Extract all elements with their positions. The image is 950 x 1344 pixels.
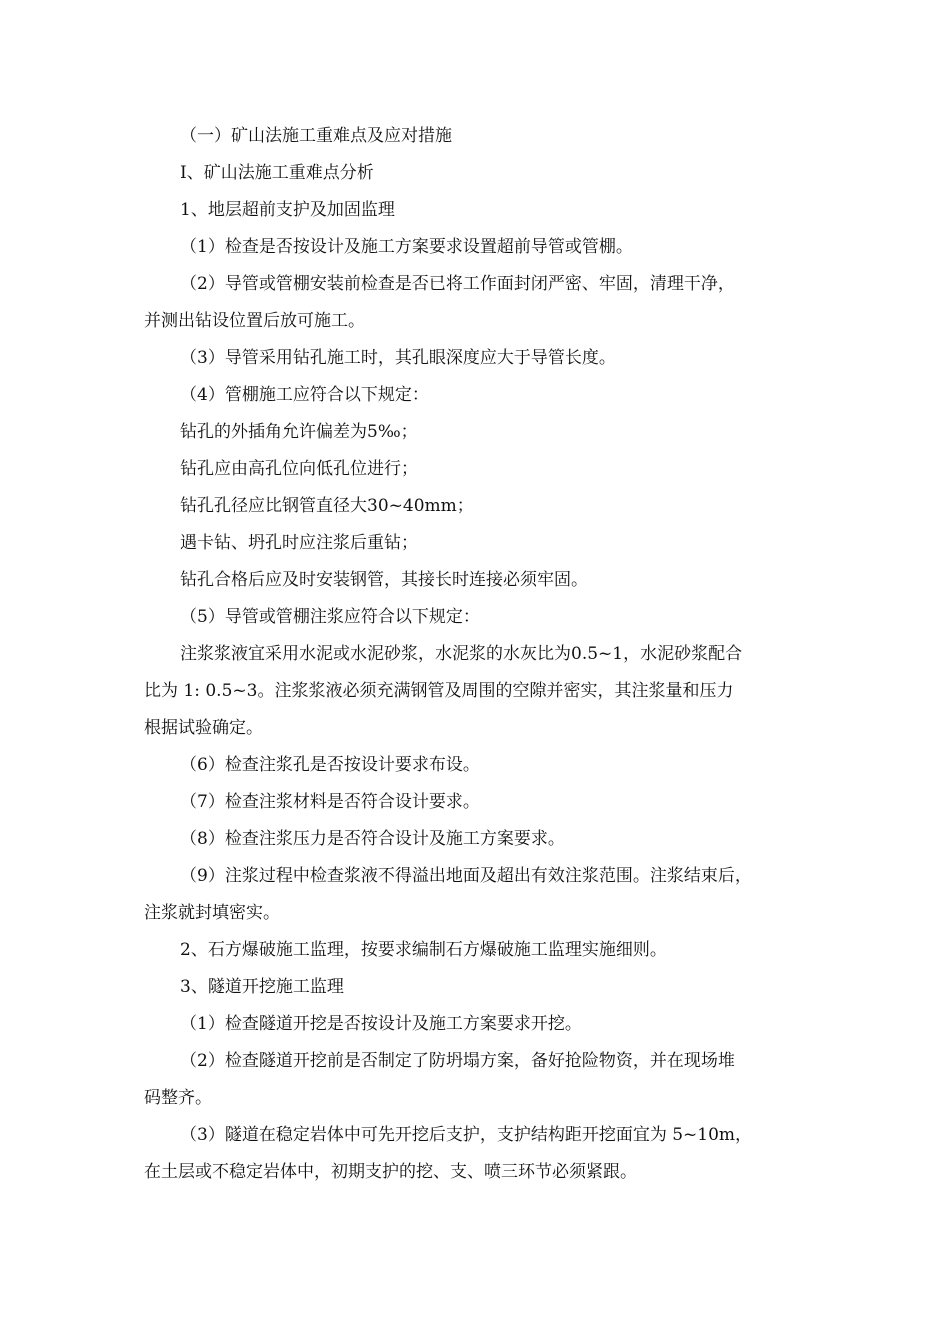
rule-b: 钻孔应由高孔位向低孔位进行； (180, 459, 418, 479)
item-1-1: （1）检查是否按设计及施工方案要求设置超前导管或管棚。 (180, 237, 633, 257)
item-3-2-line-2: 码整齐。 (144, 1088, 212, 1108)
item-2-title: 2、石方爆破施工监理，按要求编制石方爆破施工监理实施细则。 (180, 940, 667, 960)
item-3-2-line-1: （2）检查隧道开挖前是否制定了防坍塌方案，备好抢险物资，并在现场堆 (180, 1051, 735, 1071)
item-1-5: （5）导管或管棚注浆应符合以下规定： (180, 607, 480, 627)
item-1-9-line-2: 注浆就封填密实。 (144, 903, 280, 923)
item-3-3-line-1: （3）隧道在稳定岩体中可先开挖后支护，支护结构距开挖面宜为 5~10m， (180, 1125, 753, 1145)
item-1-2-line-1: （2）导管或管棚安装前检查是否已将工作面封闭严密、牢固，清理干净， (180, 274, 735, 294)
rule-e: 钻孔合格后应及时安装钢管，其接长时连接必须牢固。 (180, 570, 588, 590)
item-3-3-line-2: 在土层或不稳定岩体中，初期支护的挖、支、喷三环节必须紧跟。 (144, 1162, 637, 1182)
document-body (144, 118, 809, 1191)
section-heading: （一）矿山法施工重难点及应对措施 (180, 126, 452, 146)
item-3-1: （1）检查隧道开挖是否按设计及施工方案要求开挖。 (180, 1014, 582, 1034)
item-1-3: （3）导管采用钻孔施工时，其孔眼深度应大于导管长度。 (180, 348, 616, 368)
rule-d: 遇卡钻、坍孔时应注浆后重钻； (180, 533, 418, 553)
item-3-title: 3、隧道开挖施工监理 (180, 977, 344, 997)
grout-line-2: 比为 1: 0.5~3。注浆浆液必须充满钢管及周围的空隙并密实，其注浆量和压力 (144, 681, 734, 701)
rule-a: 钻孔的外插角允许偏差为5‰； (180, 422, 418, 442)
item-1-4: （4）管棚施工应符合以下规定： (180, 385, 429, 405)
item-1-2-line-2: 并测出钻设位置后放可施工。 (144, 311, 365, 331)
grout-line-3: 根据试验确定。 (144, 718, 263, 738)
grout-line-1: 注浆浆液宜采用水泥或水泥砂浆，水泥浆的水灰比为0.5~1，水泥砂浆配合 (180, 644, 743, 664)
item-1-7: （7）检查注浆材料是否符合设计要求。 (180, 792, 480, 812)
subsection-heading: Ⅰ、矿山法施工重难点分析 (180, 163, 374, 183)
item-1-9-line-1: （9）注浆过程中检查浆液不得溢出地面及超出有效注浆范围。注浆结束后， (180, 866, 752, 886)
item-1-6: （6）检查注浆孔是否按设计要求布设。 (180, 755, 480, 775)
item-1-title: 1、地层超前支护及加固监理 (180, 200, 395, 220)
item-1-8: （8）检查注浆压力是否符合设计及施工方案要求。 (180, 829, 565, 849)
rule-c: 钻孔孔径应比钢管直径大30~40mm； (180, 496, 474, 516)
